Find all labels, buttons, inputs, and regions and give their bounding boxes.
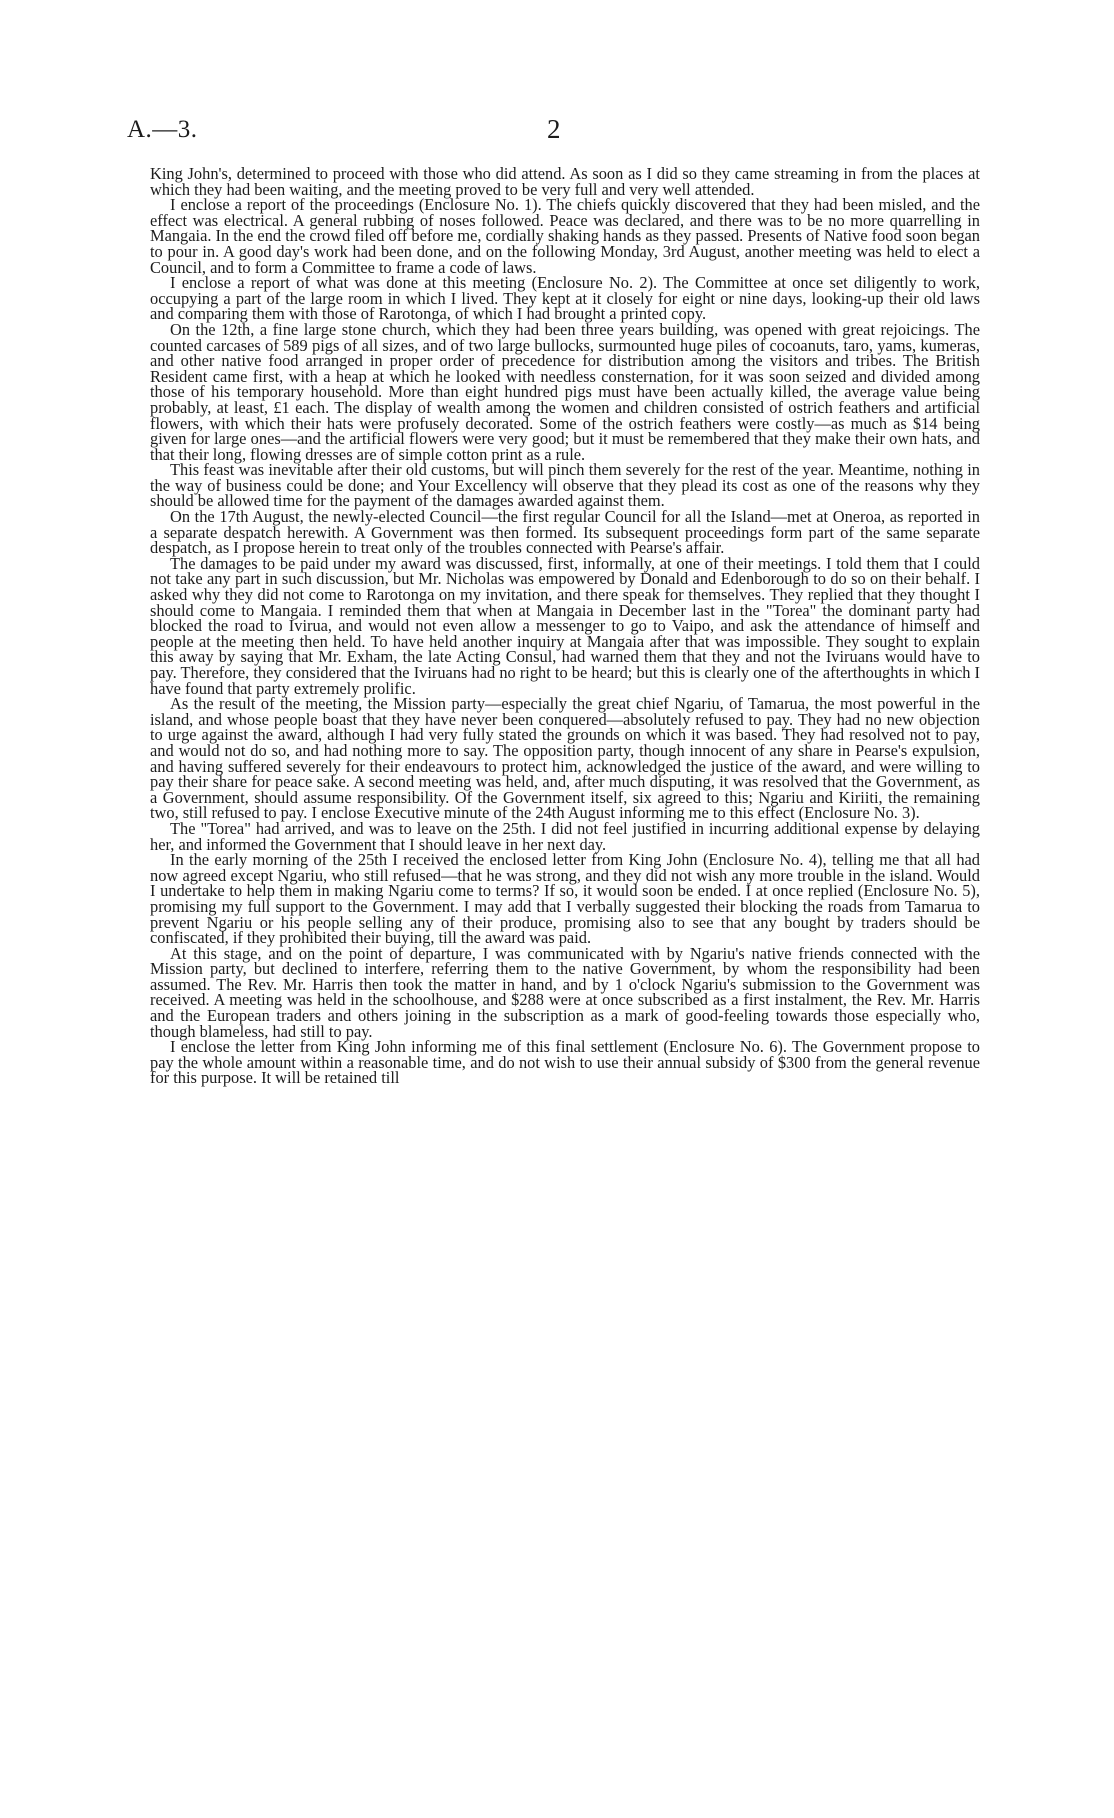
document-reference: A.—3. bbox=[127, 116, 198, 143]
document-body bbox=[150, 166, 980, 1086]
paragraph-continued: King John's, determined to proceed with those who did attend. As soon as I did so they came streaming in from the places at which they had been waiting, and the meeting proved to be very full and very well attended. bbox=[150, 164, 980, 199]
paragraph: As the result of the meeting, the Mission party—especially the great chief Ngariu, of Tamarua, the most powerful in the island, and whose people boast that they have never been conquered—absolutely refused to pay. They had no new objection to urge against the award, although I had very fully stated the grounds on which it was based. They had resolved not to pay, and would not do so, and had nothing more to say. The opposition party, though innocent of any share in Pearse's expulsion, and having suffered severely for their endeavours to protect him, acknowledged the justice of the award, and were willing to pay their share for peace sake. A second meeting was held, and, after much disputing, it was resolved that the Government, as a Government, should assume responsibility. Of the Government itself, six agreed to this; Ngariu and Kiriiti, the remaining two, still refused to pay. I enclose Executive minute of the 24th August informing me to this effect (Enclosure No. 3). bbox=[150, 694, 980, 823]
paragraph: On the 17th August, the newly-elected Council—the first regular Council for all the Island—met at Oneroa, as reported in a separate despatch herewith. A Government was then formed. Its subsequent proceedings form part of the same separate despatch, as I propose herein to treat only of the troubles connected with Pearse's affair. bbox=[150, 507, 980, 558]
paragraph: I enclose the letter from King John informing me of this final settlement (Enclosure No. 6). The Government propose to pay the whole amount within a reasonable time, and do not wish to use their annual subsidy of $300 from the general revenue for this purpose. It will be retained till bbox=[150, 1037, 980, 1088]
paragraph: On the 12th, a fine large stone church, which they had been three years building, was opened with great rejoicings. The counted carcases of 589 pigs of all sizes, and of two large bullocks, surmounted huge piles of cocoanuts, taro, yams, kumeras, and other native food arranged in proper order of precedence for distribution among the visitors and tribes. The British Resident came first, with a heap at which he looked with needless consternation, for it was soon seized and divided among those of his temporary household. More than eight hundred pigs must have been actually killed, the average value being probably, at least, £1 each. The display of wealth among the women and children consisted of ostrich feathers and artificial flowers, with which their hats were profusely decorated. Some of the ostrich feathers were costly—as much as $14 being given for large ones—and the artificial flowers were very good; but it must be remembered that they make their own hats, and that their long, flowing dresses are of simple cotton print as a rule. bbox=[150, 319, 980, 464]
paragraph: In the early morning of the 25th I received the enclosed letter from King John (Enclosure No. 4), telling me that all had now agreed except Ngariu, who still refused—that he was strong, and they did not wish any more trouble in the island. Would I undertake to help them in making Ngariu come to terms? If so, it would soon be ended. I at once replied (Enclosure No. 5), promising my full support to the Government. I may add that I verbally suggested their blocking the roads from Tamarua to prevent Ngariu or his people selling any of their produce, promising also to see that any bought by traders should be confiscated, if they prohibited their buying, till the award was paid. bbox=[150, 850, 980, 948]
paragraph: I enclose a report of what was done at this meeting (Enclosure No. 2). The Committee at once set diligently to work, occupying a part of the large room in which I lived. They kept at it closely for eight or nine days, looking-up their old laws and comparing them with those of Rarotonga, of which I had brought a printed copy. bbox=[150, 273, 980, 324]
page-number: 2 bbox=[547, 114, 561, 144]
paragraph: I enclose a report of the proceedings (Enclosure No. 1). The chiefs quickly discovered that they had been misled, and the effect was electrical. A general rubbing of noses followed. Peace was declared, and there was to be no more quarrelling in Mangaia. In the end the crowd filed off before me, cordially shaking hands as they passed. Presents of Native food soon began to pour in. A good day's work had been done, and on the following Monday, 3rd August, another meeting was held to elect a Council, and to form a Committee to frame a code of laws. bbox=[150, 195, 980, 277]
paragraph: This feast was inevitable after their old customs, but will pinch them severely for the rest of the year. Meantime, nothing in the way of business could be done; and Your Excellency will observe that they plead its cost as one of the reasons why they should be allowed time for the payment of the damages awarded against them. bbox=[150, 460, 980, 511]
page-header bbox=[127, 116, 987, 150]
paragraph: The "Torea" had arrived, and was to leave on the 25th. I did not feel justified in incurring additional expense by delaying her, and informed the Government that I should leave in her next day. bbox=[150, 818, 980, 854]
paragraph: The damages to be paid under my award was discussed, first, informally, at one of their meetings. I told them that I could not take any part in such discussion, but Mr. Nicholas was empowered by Donald and Edenborough to do so on their behalf. I asked why they did not come to Rarotonga on my invitation, and there speak for themselves. They replied that they thought I should come to Mangaia. I reminded them that when at Mangaia in December last in the "Torea" the dominant party had blocked the road to Ivirua, and would not even allow a messenger to go to Vaipo, and ask the attendance of himself and people at the meeting then held. To have held another inquiry at Mangaia after that was impossible. They sought to explain this away by saying that Mr. Exham, the late Acting Consul, had warned them that they and not the Iviruans would have to pay. Therefore, they considered that the Iviruans had no right to be heard; but this is clearly one of the afterthoughts in which I have found that party extremely prolific. bbox=[150, 553, 980, 698]
paragraph: At this stage, and on the point of departure, I was communicated with by Ngariu's native friends connected with the Mission party, but declined to interfere, referring them to the native Government, by whom the responsibility had been assumed. The Rev. Mr. Harris then took the matter in hand, and by 1 o'clock Ngariu's submission to the Government was received. A meeting was held in the schoolhouse, and $288 were at once subscribed as a first instalment, the Rev. Mr. Harris and the European traders and others joining in the subscription as a mark of good-feeling towards those especially who, though blameless, had still to pay. bbox=[150, 943, 980, 1041]
